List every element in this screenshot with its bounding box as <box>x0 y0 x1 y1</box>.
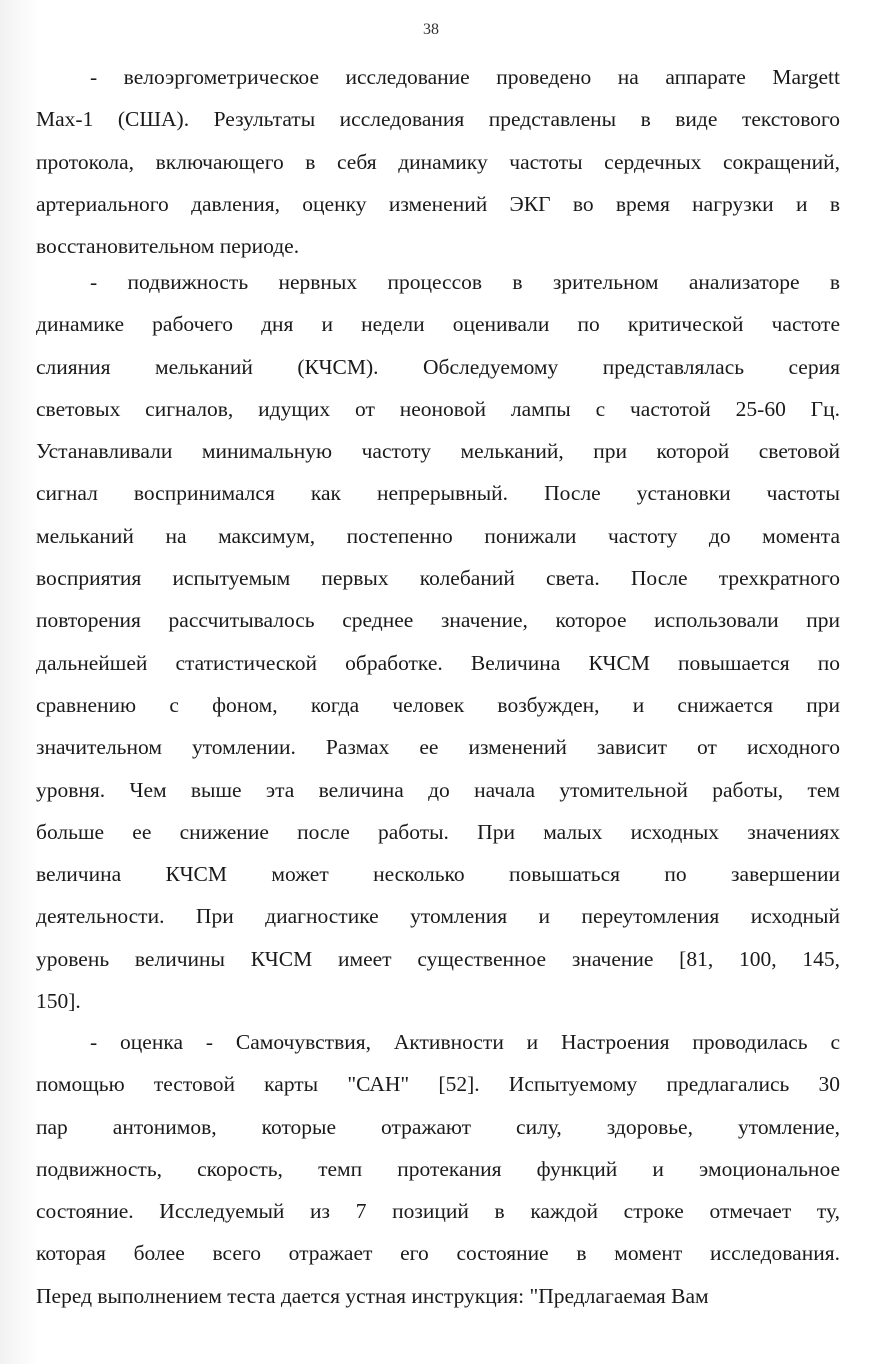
text-line: восстановительном периоде. <box>36 234 300 259</box>
text-line: которая более всего отражает его состояние в момент исследования. <box>36 1241 840 1266</box>
page-number: 38 <box>423 21 439 38</box>
text-line: Max-1 (США). Результаты исследования представлены в виде текстового <box>36 107 840 132</box>
text-line: помощью тестовой карты "САН" [52]. Испытуемому предлагались 30 <box>36 1072 840 1097</box>
text-line: световых сигналов, идущих от неоновой лампы с частотой 25-60 Гц. <box>36 396 840 421</box>
text-line: - оценка - Самочувствия, Активности и Настроения проводилась с <box>90 1030 840 1054</box>
text-line: состояние. Исследуемый из 7 позиций в каждой строке отмечает ту, <box>36 1199 840 1224</box>
text-line: сравнению с фоном, когда человек возбужден, и снижается при <box>36 692 840 717</box>
text-line: - подвижность нервных процессов в зрительном анализаторе в <box>90 270 840 294</box>
text-line: 150]. <box>36 989 81 1014</box>
text-line: подвижность, скорость, темп протекания функций и эмоциональное <box>36 1156 840 1181</box>
text-line: повторения рассчитывалось среднее значение, которое использовали при <box>36 608 840 633</box>
text-line: протокола, включающего в себя динамику частоты сердечных сокращений, <box>36 149 840 174</box>
text-line: дальнейшей статистической обработке. Величина КЧСМ повышается по <box>36 650 840 675</box>
text-line: восприятия испытуемым первых колебаний света. После трехкратного <box>36 566 840 591</box>
text-line: - велоэргометрическое исследование проведено на аппарате Margett <box>90 65 840 89</box>
text-line: уровня. Чем выше эта величина до начала утомительной работы, тем <box>36 777 840 802</box>
text-line: Устанавливали минимальную частоту мельканий, при которой световой <box>36 439 840 464</box>
text-line: значительном утомлении. Размах ее изменений зависит от исходного <box>36 735 840 760</box>
text-line: деятельности. При диагностике утомления и переутомления исходный <box>36 904 840 929</box>
text-line: уровень величины КЧСМ имеет существенное значение [81, 100, 145, <box>36 946 840 971</box>
text-line: пар антонимов, которые отражают силу, здоровье, утомление, <box>36 1114 840 1139</box>
paragraph-san-test <box>36 1021 840 1317</box>
paragraph-flicker-fusion <box>36 261 840 1022</box>
scan-edge-shadow <box>0 0 40 1364</box>
text-line: величина КЧСМ может несколько повышаться по завершении <box>36 862 840 887</box>
text-line: динамике рабочего дня и недели оценивали по критической частоте <box>36 312 840 337</box>
text-line: артериального давления, оценку изменений ЭКГ во время нагрузки и в <box>36 191 840 216</box>
paragraph-bicycle-ergometry <box>36 56 840 267</box>
text-line: Перед выполнением теста дается устная инструкция: "Предлагаемая Вам <box>36 1283 709 1308</box>
text-line: сигнал воспринимался как непрерывный. После установки частоты <box>36 481 840 506</box>
text-line: больше ее снижение после работы. При малых исходных значениях <box>36 819 840 844</box>
text-line: слияния мельканий (КЧСМ). Обследуемому представлялась серия <box>36 354 840 379</box>
text-line: мельканий на максимум, постепенно понижали частоту до момента <box>36 523 840 548</box>
